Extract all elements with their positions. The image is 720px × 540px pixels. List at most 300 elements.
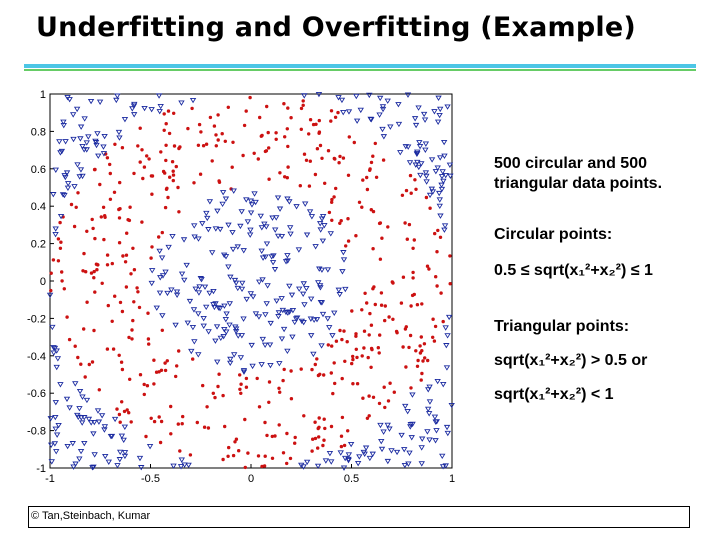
circular-point [241, 154, 244, 157]
circular-point [318, 416, 321, 419]
circular-point [135, 286, 138, 289]
triangular-point [65, 171, 70, 175]
triangular-point [191, 325, 196, 329]
triangular-point [221, 191, 226, 195]
triangular-point [77, 407, 82, 411]
triangular-point [235, 245, 240, 249]
circular-point [425, 196, 428, 199]
triangular-point [227, 302, 232, 306]
circular-point [121, 310, 124, 313]
triangular-point [425, 430, 430, 434]
circular-point [141, 177, 144, 180]
circular-point [286, 145, 289, 148]
circular-point [211, 159, 214, 162]
triangular-point [57, 140, 62, 144]
triangular-point [218, 336, 223, 340]
circular-point [213, 396, 216, 399]
triangular-point [325, 317, 330, 321]
triangular-point [440, 454, 445, 458]
circular-point [409, 334, 412, 337]
circular-point [407, 346, 410, 349]
slide-title: Underfitting and Overfitting (Example) [36, 12, 636, 43]
circular-point [63, 287, 66, 290]
triangular-point [342, 258, 347, 262]
circular-point [360, 308, 363, 311]
triangular-point [179, 458, 184, 462]
triangular-point [268, 321, 273, 325]
triangular-point [280, 234, 285, 238]
circular-point [151, 174, 154, 177]
circular-point [420, 335, 423, 338]
circular-point [267, 178, 270, 181]
circular-point [335, 340, 338, 343]
circular-point [128, 206, 131, 209]
circular-point [423, 356, 426, 359]
circular-point [131, 319, 134, 322]
circular-point [128, 378, 131, 381]
circular-point [52, 258, 55, 261]
circular-point [420, 378, 423, 381]
circular-point [436, 229, 439, 232]
circular-point [435, 284, 438, 287]
circular-point [70, 203, 73, 206]
triangular-point [224, 255, 229, 259]
triangular-point [419, 462, 424, 466]
triangular-point [85, 398, 90, 402]
circular-point [401, 194, 404, 197]
circular-point [125, 254, 128, 257]
triangular-point [319, 344, 324, 348]
triangular-point [213, 339, 218, 343]
circular-point [370, 324, 373, 327]
circular-point [239, 383, 242, 386]
triangular-point [377, 113, 382, 117]
triangular-point [138, 456, 143, 460]
circular-point [146, 384, 149, 387]
circular-point [384, 304, 387, 307]
triangular-point [149, 281, 154, 285]
triangular-point [189, 349, 194, 353]
circular-point [161, 231, 164, 234]
triangular-point [336, 288, 341, 292]
circular-point [232, 454, 235, 457]
notes-panel [494, 154, 704, 404]
triangular-point [354, 94, 359, 98]
circular-point [435, 250, 438, 253]
circular-point [365, 176, 368, 179]
note-circular-heading: Circular points: [494, 226, 613, 243]
circular-point [267, 131, 270, 134]
circular-point [221, 394, 224, 397]
circular-point [76, 356, 79, 359]
circular-point [344, 244, 347, 247]
circular-point [420, 302, 423, 305]
circular-point [411, 247, 414, 250]
triangular-point [277, 362, 282, 366]
circular-point [120, 361, 123, 364]
triangular-point [67, 406, 72, 410]
circular-point [74, 345, 77, 348]
circular-point [366, 188, 369, 191]
circular-point [191, 357, 194, 360]
circular-point [265, 105, 268, 108]
triangular-point [98, 100, 103, 104]
triangular-point [258, 214, 263, 218]
circular-point [248, 96, 251, 99]
circular-point [257, 454, 260, 457]
circular-point [264, 455, 267, 458]
circular-point [322, 373, 325, 376]
triangular-point [157, 249, 162, 253]
circular-point [333, 382, 336, 385]
circular-point [267, 401, 270, 404]
triangular-point [78, 389, 83, 393]
circular-point [82, 252, 85, 255]
circular-point [65, 315, 68, 318]
circular-point [351, 358, 354, 361]
circular-point [342, 329, 345, 332]
circular-point [300, 107, 303, 110]
circular-point [231, 166, 234, 169]
circular-point [258, 405, 261, 408]
circular-point [120, 400, 123, 403]
circular-point [98, 183, 101, 186]
circular-point [233, 440, 236, 443]
circular-point [68, 338, 71, 341]
x-tick-label: -0.5 [141, 473, 160, 485]
circular-point [299, 184, 302, 187]
triangular-point [79, 125, 84, 129]
circular-point [382, 158, 385, 161]
circular-point [289, 457, 292, 460]
circular-point [330, 425, 333, 428]
triangular-point [378, 96, 383, 100]
triangular-point [65, 444, 70, 448]
triangular-point [230, 231, 235, 235]
triangular-point [92, 420, 97, 424]
circular-point [395, 331, 398, 334]
circular-point [244, 466, 247, 469]
triangular-point [158, 291, 163, 295]
triangular-point [357, 455, 362, 459]
circular-point [361, 354, 364, 357]
circular-point [327, 343, 330, 346]
triangular-point [259, 363, 264, 367]
circular-point [330, 219, 333, 222]
circular-point [414, 349, 417, 352]
circular-point [414, 188, 417, 191]
triangular-point [210, 251, 215, 255]
circular-point [333, 361, 336, 364]
circular-point [163, 129, 166, 132]
circular-point [420, 372, 423, 375]
circular-point [334, 116, 337, 119]
circular-point [433, 232, 436, 235]
circular-point [411, 276, 414, 279]
circular-point [338, 222, 341, 225]
circular-point [380, 237, 383, 240]
triangular-point [313, 245, 318, 249]
triangular-point [439, 183, 444, 187]
circular-point [283, 135, 286, 138]
triangular-point [341, 250, 346, 254]
triangular-point [239, 334, 244, 338]
triangular-point [340, 270, 345, 274]
circular-point [393, 391, 396, 394]
note-triangular-expression-1: sqrt(x₁²+x₂²) > 0.5 or [494, 352, 648, 369]
circular-point [318, 119, 321, 122]
triangular-point [296, 248, 301, 252]
triangular-point [413, 117, 418, 121]
triangular-point [182, 463, 187, 467]
triangular-point [445, 366, 450, 370]
triangular-point [260, 337, 265, 341]
triangular-point [268, 363, 273, 367]
circular-point [302, 99, 305, 102]
circular-point [133, 268, 136, 271]
circular-point [341, 416, 344, 419]
triangular-point [438, 107, 443, 111]
circular-point [217, 373, 220, 376]
triangular-point [398, 151, 403, 155]
circular-point [81, 269, 84, 272]
circular-point [314, 123, 317, 126]
circular-point [368, 312, 371, 315]
triangular-point [96, 154, 101, 158]
circular-point [275, 138, 278, 141]
circular-point [378, 402, 381, 405]
triangular-point [435, 379, 440, 383]
circular-point [103, 216, 106, 219]
circular-point [85, 301, 88, 304]
triangular-point [184, 263, 189, 267]
triangular-point [218, 227, 223, 231]
circular-point [79, 363, 82, 366]
triangular-point [77, 457, 82, 461]
circular-point [358, 201, 361, 204]
circular-point [341, 377, 344, 380]
triangular-point [248, 233, 253, 237]
triangular-point [381, 430, 386, 434]
circular-point [163, 112, 166, 115]
circular-point [368, 169, 371, 172]
triangular-point [92, 453, 97, 457]
circular-point [143, 165, 146, 168]
circular-point [350, 309, 353, 312]
circular-point [115, 407, 118, 410]
circular-point [308, 184, 311, 187]
circular-point [361, 178, 364, 181]
triangular-point [54, 450, 59, 454]
triangular-point [285, 254, 290, 258]
triangular-point [180, 272, 185, 276]
triangular-point [437, 204, 442, 208]
triangular-point [341, 110, 346, 114]
circular-point [177, 349, 180, 352]
circular-point [374, 303, 377, 306]
triangular-point [288, 232, 293, 236]
circular-point [172, 179, 175, 182]
triangular-point [201, 316, 206, 320]
triangular-point [182, 238, 187, 242]
circular-point [125, 285, 128, 288]
circular-point [201, 384, 204, 387]
triangular-point [433, 415, 438, 419]
circular-point [108, 163, 111, 166]
triangular-point [414, 123, 419, 127]
triangular-point [215, 325, 220, 329]
circular-point [102, 206, 105, 209]
circular-point [102, 238, 105, 241]
triangular-point [311, 352, 316, 356]
circular-point [409, 386, 412, 389]
circular-point [76, 191, 79, 194]
circular-point [426, 359, 429, 362]
circular-point [91, 227, 94, 230]
triangular-point [263, 313, 268, 317]
triangular-point [417, 141, 422, 145]
triangular-point [55, 433, 60, 437]
triangular-point [233, 278, 238, 282]
circular-point [175, 364, 178, 367]
triangular-point [265, 284, 270, 288]
triangular-point [70, 441, 75, 445]
triangular-point [332, 311, 337, 315]
circular-point [278, 171, 281, 174]
circular-point [100, 215, 103, 218]
triangular-point [358, 108, 363, 112]
triangular-point [309, 215, 314, 219]
circular-point [406, 238, 409, 241]
triangular-point [80, 421, 85, 425]
circular-point [370, 208, 373, 211]
circular-point [428, 207, 431, 210]
circular-point [375, 176, 378, 179]
circular-point [118, 216, 121, 219]
circular-point [338, 329, 341, 332]
triangular-point [424, 180, 429, 184]
triangular-point [301, 320, 306, 324]
triangular-point [55, 357, 60, 361]
circular-point [330, 201, 333, 204]
triangular-point [443, 173, 448, 177]
circular-point [267, 146, 270, 149]
triangular-point [433, 439, 438, 443]
circular-point [317, 435, 320, 438]
triangular-point [316, 281, 321, 285]
footer-bar [28, 506, 690, 528]
triangular-point [273, 228, 278, 232]
triangular-point [249, 343, 254, 347]
circular-point [318, 373, 321, 376]
triangular-point [114, 98, 119, 102]
circular-point [431, 318, 434, 321]
triangular-point [232, 353, 237, 357]
triangular-point [239, 210, 244, 214]
triangular-point [308, 210, 313, 214]
circular-point [88, 363, 91, 366]
circular-point [330, 371, 333, 374]
circular-point [290, 397, 293, 400]
triangular-point [66, 182, 71, 186]
triangular-point [397, 122, 402, 126]
triangular-point [106, 460, 111, 464]
circular-point [416, 303, 419, 306]
triangular-point [226, 223, 231, 227]
circular-point [265, 434, 268, 437]
triangular-point [215, 360, 220, 364]
circular-point [410, 192, 413, 195]
triangular-point [378, 423, 383, 427]
circular-point [347, 174, 350, 177]
triangular-point [157, 110, 162, 114]
triangular-point [117, 130, 122, 134]
circular-point [121, 254, 124, 257]
triangular-point [113, 417, 118, 421]
triangular-point [426, 388, 431, 392]
triangular-point [423, 148, 428, 152]
y-tick-label: 0 [39, 276, 46, 288]
triangular-point [338, 451, 343, 455]
circular-point [416, 365, 419, 368]
triangular-point [438, 156, 443, 160]
triangular-point [118, 450, 123, 454]
triangular-point [117, 136, 122, 140]
circular-point [423, 342, 426, 345]
triangular-point [264, 302, 269, 306]
triangular-point [427, 385, 432, 389]
triangular-point [204, 211, 209, 215]
circular-point [109, 198, 112, 201]
circular-point [337, 161, 340, 164]
triangular-point [301, 282, 306, 286]
circular-point [355, 348, 358, 351]
circular-point [198, 123, 201, 126]
triangular-point [252, 192, 257, 196]
triangular-point [402, 463, 407, 467]
triangular-point [396, 103, 401, 107]
triangular-point [165, 291, 170, 295]
triangular-point [418, 144, 423, 148]
triangular-point [248, 228, 253, 232]
triangular-point [343, 287, 348, 291]
y-tick-label: 0.4 [30, 201, 46, 214]
circular-point [379, 221, 382, 224]
triangular-point [226, 265, 231, 269]
triangular-point [420, 437, 425, 441]
circular-point [50, 272, 53, 275]
circular-point [49, 289, 52, 292]
circular-point [401, 345, 404, 348]
triangular-point [290, 335, 295, 339]
triangular-point [241, 317, 246, 321]
circular-point [331, 392, 334, 395]
triangular-point [192, 224, 197, 228]
triangular-point [325, 268, 330, 272]
circular-point [186, 127, 189, 130]
circular-point [166, 359, 169, 362]
triangular-point [282, 327, 287, 331]
triangular-point [103, 454, 108, 458]
circular-point [379, 258, 382, 261]
y-tick-label: 0.8 [30, 126, 46, 139]
triangular-point [337, 293, 342, 297]
triangular-point [285, 197, 290, 201]
triangular-point [274, 216, 279, 220]
circular-point [380, 304, 383, 307]
y-tick-label: -0.4 [27, 350, 46, 363]
triangular-point [67, 98, 72, 102]
